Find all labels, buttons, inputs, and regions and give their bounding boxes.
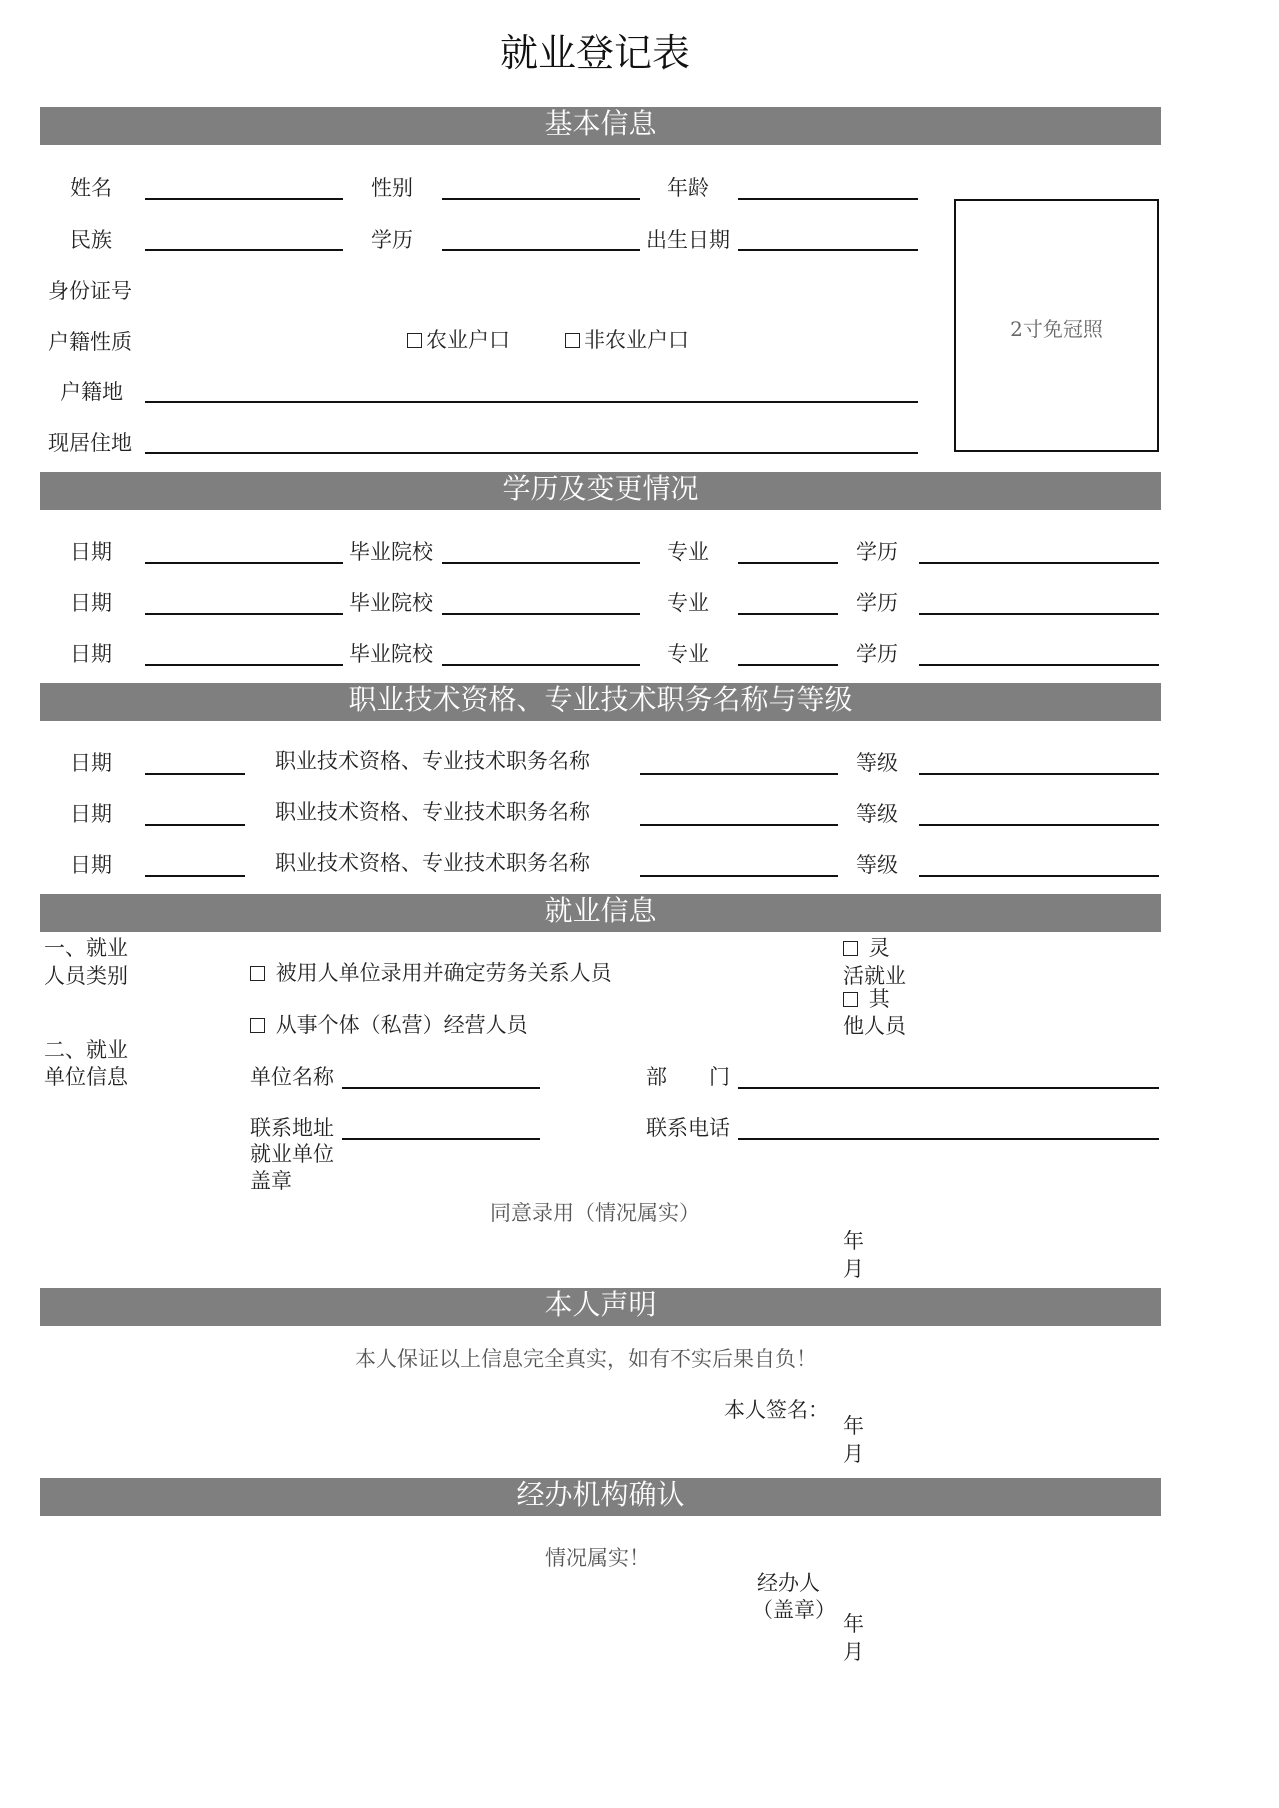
edu-major-label: 专业 (667, 540, 709, 564)
checkbox-icon[interactable] (250, 966, 265, 981)
employment-year-label: 年 (843, 1229, 864, 1253)
hukou-nonagri-option[interactable] (565, 324, 689, 354)
birth-date-label: 出生日期 (646, 228, 730, 252)
section-qualification-header: 职业技术资格、专业技术职务名称与等级 (40, 683, 1161, 721)
declaration-month-label: 月 (843, 1442, 864, 1466)
qual-date-label: 日期 (70, 853, 112, 877)
section-basic-header: 基本信息 (40, 107, 1161, 145)
residence-field[interactable] (145, 452, 918, 454)
edu-date-field[interactable] (145, 562, 343, 564)
section-employment-header: 就业信息 (40, 894, 1161, 932)
edu-major-field[interactable] (738, 562, 838, 564)
qual-level-label: 等级 (856, 751, 898, 775)
hukou-agri-option[interactable] (407, 324, 510, 354)
edu-major-field[interactable] (738, 613, 838, 615)
education-field[interactable] (442, 249, 640, 251)
opt-self-employed[interactable] (250, 1009, 528, 1039)
opt-employed[interactable] (250, 957, 612, 987)
unit-name-field[interactable] (342, 1087, 540, 1089)
name-field[interactable] (145, 198, 343, 200)
edu-major-label: 专业 (667, 642, 709, 666)
department-field[interactable] (738, 1087, 1159, 1089)
unit-name-label: 单位名称 (250, 1065, 334, 1089)
opt-flexible[interactable] (843, 932, 890, 962)
edu-school-label: 毕业院校 (349, 591, 433, 615)
edu-school-label: 毕业院校 (349, 540, 433, 564)
qual-level-field[interactable] (919, 824, 1159, 826)
edu-major-field[interactable] (738, 664, 838, 666)
edu-school-field[interactable] (442, 664, 640, 666)
agree-text: 同意录用（情况属实） (490, 1201, 700, 1225)
edu-date-field[interactable] (145, 613, 343, 615)
seal-label-line2: 盖章 (250, 1169, 292, 1193)
photo-label: 2寸免冠照 (1010, 317, 1103, 341)
agency-month-label: 月 (843, 1640, 864, 1664)
photo-box[interactable] (954, 199, 1159, 452)
handler-label-line2: （盖章） (752, 1598, 836, 1622)
edu-date-field[interactable] (145, 664, 343, 666)
residence-label: 现居住地 (48, 431, 132, 455)
edu-degree-label: 学历 (856, 642, 898, 666)
address-field[interactable] (342, 1138, 540, 1140)
qual-date-label: 日期 (70, 802, 112, 826)
category-label-line1: 一、就业 (44, 936, 128, 960)
checkbox-icon[interactable] (843, 941, 858, 956)
address-label: 联系地址 (250, 1116, 334, 1140)
opt-flexible-label-2: 活就业 (843, 964, 906, 988)
edu-degree-label: 学历 (856, 591, 898, 615)
qual-level-field[interactable] (919, 875, 1159, 877)
hukou-type-label: 户籍性质 (48, 330, 132, 354)
edu-school-field[interactable] (442, 613, 640, 615)
id-number-label: 身份证号 (48, 279, 132, 303)
qual-date-field[interactable] (145, 773, 245, 775)
education-label: 学历 (371, 228, 413, 252)
checkbox-icon[interactable] (565, 333, 580, 348)
age-field[interactable] (738, 198, 918, 200)
qual-name-field[interactable] (640, 773, 838, 775)
gender-label: 性别 (371, 176, 413, 200)
page-title: 就业登记表 (499, 31, 690, 75)
opt-employed-label: 被用人单位录用并确定劳务关系人员 (275, 961, 612, 985)
edu-degree-field[interactable] (919, 664, 1159, 666)
hukou-nonagri-label: 非农业户口 (584, 328, 689, 352)
qual-name-field[interactable] (640, 824, 838, 826)
opt-flexible-label-1: 灵 (868, 936, 890, 960)
handler-label-line1: 经办人 (757, 1571, 820, 1595)
opt-self-label: 从事个体（私营）经营人员 (275, 1013, 528, 1037)
qual-level-label: 等级 (856, 853, 898, 877)
qual-name-label: 职业技术资格、专业技术职务名称 (275, 749, 590, 773)
agency-year-label: 年 (843, 1612, 864, 1636)
qual-name-label: 职业技术资格、专业技术职务名称 (275, 851, 590, 875)
signature-label: 本人签名： (724, 1398, 829, 1422)
qual-date-field[interactable] (145, 824, 245, 826)
opt-other-label-2: 他人员 (843, 1014, 906, 1038)
ethnicity-field[interactable] (145, 249, 343, 251)
edu-date-label: 日期 (70, 540, 112, 564)
checkbox-icon[interactable] (843, 992, 858, 1007)
hukou-place-field[interactable] (145, 401, 918, 403)
birth-date-field[interactable] (738, 249, 918, 251)
seal-label-line1: 就业单位 (250, 1142, 334, 1166)
gender-field[interactable] (442, 198, 640, 200)
age-label: 年龄 (667, 176, 709, 200)
section-agency-header: 经办机构确认 (40, 1478, 1161, 1516)
phone-label: 联系电话 (646, 1116, 730, 1140)
checkbox-icon[interactable] (407, 333, 422, 348)
unit-label-line2: 单位信息 (44, 1065, 128, 1089)
department-label: 部 门 (646, 1065, 730, 1089)
edu-major-label: 专业 (667, 591, 709, 615)
hukou-agri-label: 农业户口 (426, 328, 510, 352)
opt-other[interactable] (843, 983, 890, 1013)
edu-school-field[interactable] (442, 562, 640, 564)
qual-level-field[interactable] (919, 773, 1159, 775)
edu-degree-field[interactable] (919, 613, 1159, 615)
category-label-line2: 人员类别 (44, 964, 128, 988)
declaration-text: 本人保证以上信息完全真实，如有不实后果自负！ (355, 1347, 817, 1371)
name-label: 姓名 (70, 176, 112, 200)
qual-level-label: 等级 (856, 802, 898, 826)
checkbox-icon[interactable] (250, 1018, 265, 1033)
edu-date-label: 日期 (70, 591, 112, 615)
employment-month-label: 月 (843, 1257, 864, 1281)
edu-date-label: 日期 (70, 642, 112, 666)
unit-label-line1: 二、就业 (44, 1038, 128, 1062)
qual-date-field[interactable] (145, 875, 245, 877)
hukou-place-label: 户籍地 (60, 380, 123, 404)
qual-name-label: 职业技术资格、专业技术职务名称 (275, 800, 590, 824)
edu-degree-field[interactable] (919, 562, 1159, 564)
qual-date-label: 日期 (70, 751, 112, 775)
agency-text: 情况属实！ (545, 1546, 650, 1570)
phone-field[interactable] (738, 1138, 1159, 1140)
declaration-year-label: 年 (843, 1414, 864, 1438)
section-declaration-header: 本人声明 (40, 1288, 1161, 1326)
qual-name-field[interactable] (640, 875, 838, 877)
section-education-header: 学历及变更情况 (40, 472, 1161, 510)
edu-school-label: 毕业院校 (349, 642, 433, 666)
edu-degree-label: 学历 (856, 540, 898, 564)
ethnicity-label: 民族 (70, 228, 112, 252)
opt-other-label-1: 其 (868, 987, 890, 1011)
